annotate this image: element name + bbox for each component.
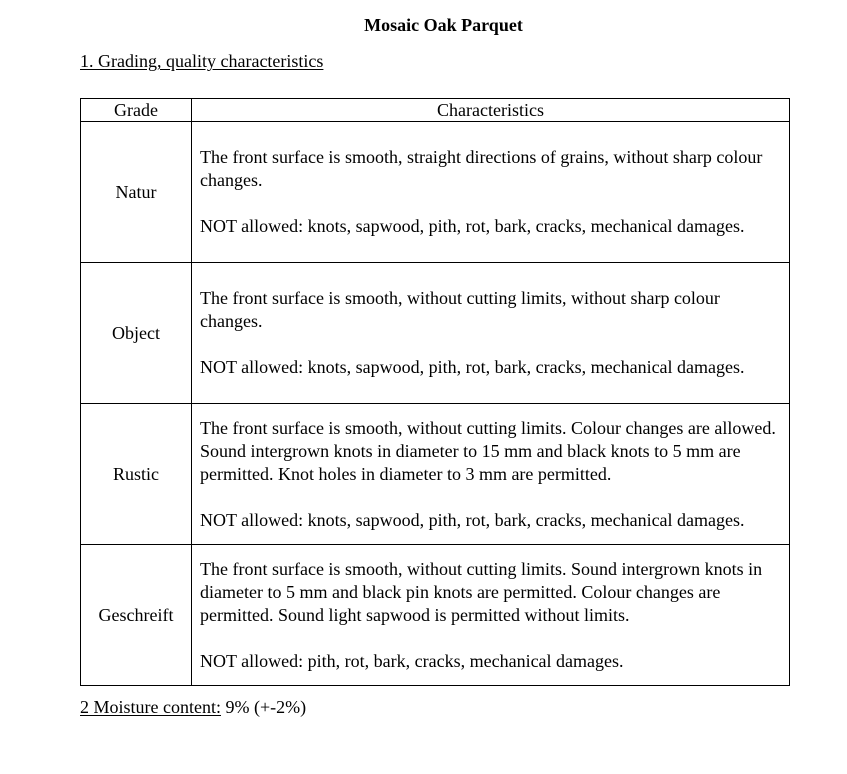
- not-allowed-text: NOT allowed: knots, sapwood, pith, rot, bark, cracks, mechanical damages.: [200, 216, 745, 236]
- section-heading-grading: 1. Grading, quality characteristics: [80, 51, 324, 71]
- characteristics-description: The front surface is smooth, without cutting limits, without sharp colour changes.: [200, 288, 720, 331]
- table-row-natur: [81, 122, 790, 263]
- table-row-geschreift: [81, 545, 790, 686]
- document-title: Mosaic Oak Parquet: [364, 15, 523, 35]
- moisture-value: 9% (+-2%): [220, 697, 307, 717]
- characteristics-description: The front surface is smooth, straight directions of grains, without sharp colour changes.: [200, 147, 763, 190]
- characteristics-cell: [192, 263, 790, 404]
- not-allowed-text: NOT allowed: pith, rot, bark, cracks, mechanical damages.: [200, 650, 624, 671]
- not-allowed-text: NOT allowed: knots, sapwood, pith, rot, bark, cracks, mechanical damages.: [200, 509, 745, 530]
- characteristics-description: The front surface is smooth, without cutting limits. Colour changes are allowed. Sound intergrown knots in diameter to 15 mm and black knots to 5 mm are permitted. Knot holes in diameter to 3 mm are permitted.: [200, 417, 776, 484]
- not-allowed-text: NOT allowed: knots, sapwood, pith, rot, bark, cracks, mechanical damages.: [200, 357, 745, 377]
- column-header-grade: Grade: [81, 99, 192, 122]
- column-header-characteristics: Characteristics: [192, 99, 790, 122]
- table-row-object: [81, 263, 790, 404]
- grade-cell: Object: [81, 263, 192, 404]
- moisture-label: 2 Moisture content:: [80, 697, 221, 717]
- characteristics-cell: [192, 545, 790, 686]
- moisture-content-line: [80, 696, 306, 718]
- table-row-rustic: [81, 404, 790, 545]
- characteristics-cell: [192, 122, 790, 263]
- grade-cell: Rustic: [81, 404, 192, 545]
- grade-cell: Natur: [81, 122, 192, 263]
- grading-table: [80, 98, 790, 686]
- table-header-row: [81, 99, 790, 122]
- characteristics-description: The front surface is smooth, without cutting limits. Sound intergrown knots in diameter to 5 mm and black pin knots are permitted. Colour changes are permitted. Sound light sapwood is permitted without limits.: [200, 558, 763, 625]
- grade-cell: Geschreift: [81, 545, 192, 686]
- characteristics-cell: [192, 404, 790, 545]
